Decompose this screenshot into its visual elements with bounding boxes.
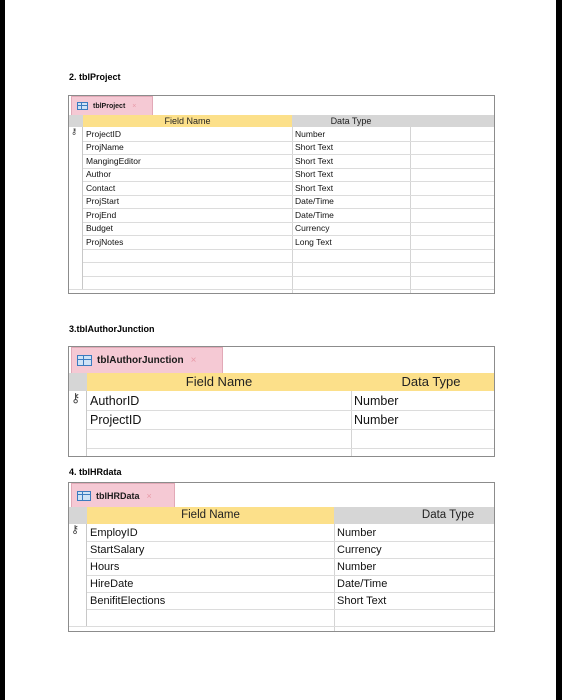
field-row[interactable]: [69, 524, 494, 542]
data-type-header[interactable]: Data Type: [351, 373, 495, 391]
page-edge-left: [0, 0, 5, 700]
field-name-cell[interactable]: ProjEnd: [86, 209, 117, 220]
table-tab[interactable]: [71, 483, 175, 507]
data-type-cell[interactable]: Short Text: [295, 169, 334, 180]
table-tab[interactable]: [71, 96, 153, 115]
tab-title: tblAuthorJunction: [97, 355, 184, 366]
row-selector[interactable]: [69, 141, 83, 155]
field-name-cell[interactable]: ProjStart: [86, 196, 120, 207]
data-type-cell[interactable]: [292, 262, 410, 276]
field-name-cell[interactable]: ProjName: [86, 142, 124, 153]
window-titlebar: [69, 347, 494, 373]
data-type-cell[interactable]: [292, 276, 410, 290]
data-type-cell[interactable]: Currency: [295, 223, 330, 234]
field-name-cell[interactable]: [83, 276, 292, 290]
data-type-cell[interactable]: Short Text: [295, 155, 334, 166]
field-name-cell[interactable]: [83, 262, 292, 276]
window-titlebar: [69, 483, 494, 507]
field-name-cell[interactable]: EmployID: [90, 526, 138, 539]
table-icon: [77, 491, 91, 501]
row-selector[interactable]: [69, 235, 83, 249]
field-row[interactable]: [69, 609, 494, 627]
row-selector[interactable]: [69, 276, 83, 290]
table-icon: [77, 102, 88, 110]
table-design-window: [68, 482, 495, 632]
data-type-cell[interactable]: [334, 609, 495, 626]
row-selector[interactable]: [69, 448, 87, 457]
field-row[interactable]: [69, 235, 494, 250]
table-tab[interactable]: [71, 347, 223, 373]
row-selector[interactable]: [69, 609, 87, 626]
data-type-cell[interactable]: Short Text: [295, 142, 334, 153]
field-row[interactable]: [69, 154, 494, 169]
field-row[interactable]: [69, 429, 494, 449]
field-row[interactable]: [69, 448, 494, 457]
field-name-cell[interactable]: Contact: [86, 182, 116, 193]
data-type-cell[interactable]: Number: [354, 412, 399, 427]
field-row[interactable]: [69, 541, 494, 559]
field-name-cell[interactable]: BenifitElections: [90, 594, 166, 607]
close-icon[interactable]: ×: [146, 490, 152, 501]
tab-title: tblProject: [93, 102, 126, 110]
table-design-window: [68, 95, 495, 294]
tab-title: tblHRData: [96, 490, 140, 501]
data-type-cell[interactable]: Short Text: [337, 594, 387, 607]
table-design-window: [68, 346, 495, 457]
field-name-cell[interactable]: AuthorID: [90, 393, 140, 408]
table-icon: [77, 355, 92, 366]
field-name-cell[interactable]: ProjectID: [86, 128, 121, 139]
field-row[interactable]: [69, 391, 494, 411]
row-selector[interactable]: [69, 575, 87, 592]
grid-header: [69, 373, 494, 391]
page-edge-right: [556, 0, 562, 700]
row-selector[interactable]: [69, 181, 83, 195]
key-icon: ⚷: [71, 391, 81, 405]
row-selector[interactable]: [69, 429, 87, 448]
data-type-cell[interactable]: Number: [295, 128, 326, 139]
field-grid: [69, 373, 494, 456]
field-name-cell[interactable]: ProjNotes: [86, 236, 124, 247]
field-row[interactable]: [69, 249, 494, 264]
data-type-cell[interactable]: Date/Time: [295, 209, 334, 220]
data-type-cell[interactable]: [292, 249, 410, 263]
data-type-cell[interactable]: Date/Time: [337, 577, 388, 590]
row-selector[interactable]: [69, 541, 87, 558]
section-heading: 2. tblProject: [69, 72, 121, 82]
field-row[interactable]: [69, 262, 494, 277]
row-selector[interactable]: [69, 391, 87, 410]
row-selector[interactable]: [69, 558, 87, 575]
field-name-cell[interactable]: Hours: [90, 560, 120, 573]
row-selector[interactable]: [69, 249, 83, 263]
field-name-cell[interactable]: HireDate: [90, 577, 134, 590]
field-name-cell[interactable]: ProjectID: [90, 412, 142, 427]
field-row[interactable]: [69, 222, 494, 237]
row-selector[interactable]: [69, 262, 83, 276]
field-name-cell[interactable]: StartSalary: [90, 543, 145, 556]
row-selector[interactable]: [69, 195, 83, 209]
data-type-cell[interactable]: Currency: [337, 543, 382, 556]
row-selector[interactable]: [69, 127, 83, 141]
field-row[interactable]: [69, 168, 494, 183]
section-heading: 4. tblHRdata: [69, 467, 122, 477]
data-type-cell[interactable]: Long Text: [295, 236, 332, 247]
field-row[interactable]: [69, 575, 494, 593]
field-grid: [69, 507, 494, 631]
key-icon: ⚷: [71, 126, 78, 136]
field-name-cell[interactable]: [87, 448, 351, 457]
close-icon[interactable]: ×: [190, 355, 197, 366]
field-name-cell[interactable]: MangingEditor: [86, 155, 141, 166]
field-name-cell[interactable]: [87, 609, 334, 626]
section-heading: 3.tblAuthorJunction: [69, 324, 155, 334]
grid-header: [69, 115, 494, 127]
field-name-header[interactable]: Field Name: [87, 373, 351, 391]
data-type-cell[interactable]: [351, 429, 495, 448]
data-type-cell[interactable]: Number: [337, 560, 377, 573]
field-grid: [69, 115, 494, 293]
row-selector[interactable]: [69, 524, 87, 541]
field-name-cell[interactable]: Budget: [86, 223, 113, 234]
data-type-header[interactable]: Data Type: [330, 116, 372, 126]
field-row[interactable]: [69, 410, 494, 430]
data-type-header[interactable]: Data Type: [421, 509, 475, 521]
row-selector[interactable]: [69, 154, 83, 168]
data-type-cell[interactable]: Short Text: [295, 182, 334, 193]
row-selector[interactable]: [69, 592, 87, 609]
field-row[interactable]: [69, 141, 494, 156]
row-selector[interactable]: [69, 208, 83, 222]
field-name-header[interactable]: Field Name: [83, 115, 292, 127]
field-name-cell[interactable]: [83, 249, 292, 263]
field-row[interactable]: [69, 127, 494, 142]
field-row[interactable]: [69, 276, 494, 291]
field-name-cell[interactable]: [87, 429, 351, 448]
field-row[interactable]: [69, 181, 494, 196]
field-row[interactable]: [69, 195, 494, 210]
key-icon: ⚷: [71, 524, 80, 536]
field-name-cell[interactable]: Author: [86, 169, 112, 180]
row-selector[interactable]: [69, 168, 83, 182]
grid-header: [69, 507, 494, 524]
data-type-cell[interactable]: [351, 448, 495, 457]
data-type-cell[interactable]: Number: [337, 526, 377, 539]
field-row[interactable]: [69, 592, 494, 610]
data-type-cell[interactable]: Date/Time: [295, 196, 334, 207]
data-type-cell[interactable]: Number: [354, 393, 399, 408]
row-selector[interactable]: [69, 222, 83, 236]
row-selector[interactable]: [69, 410, 87, 429]
field-row[interactable]: [69, 558, 494, 576]
field-name-header[interactable]: Field Name: [87, 507, 334, 524]
field-row[interactable]: [69, 208, 494, 223]
window-titlebar: [69, 96, 494, 115]
close-icon[interactable]: ×: [132, 102, 137, 110]
